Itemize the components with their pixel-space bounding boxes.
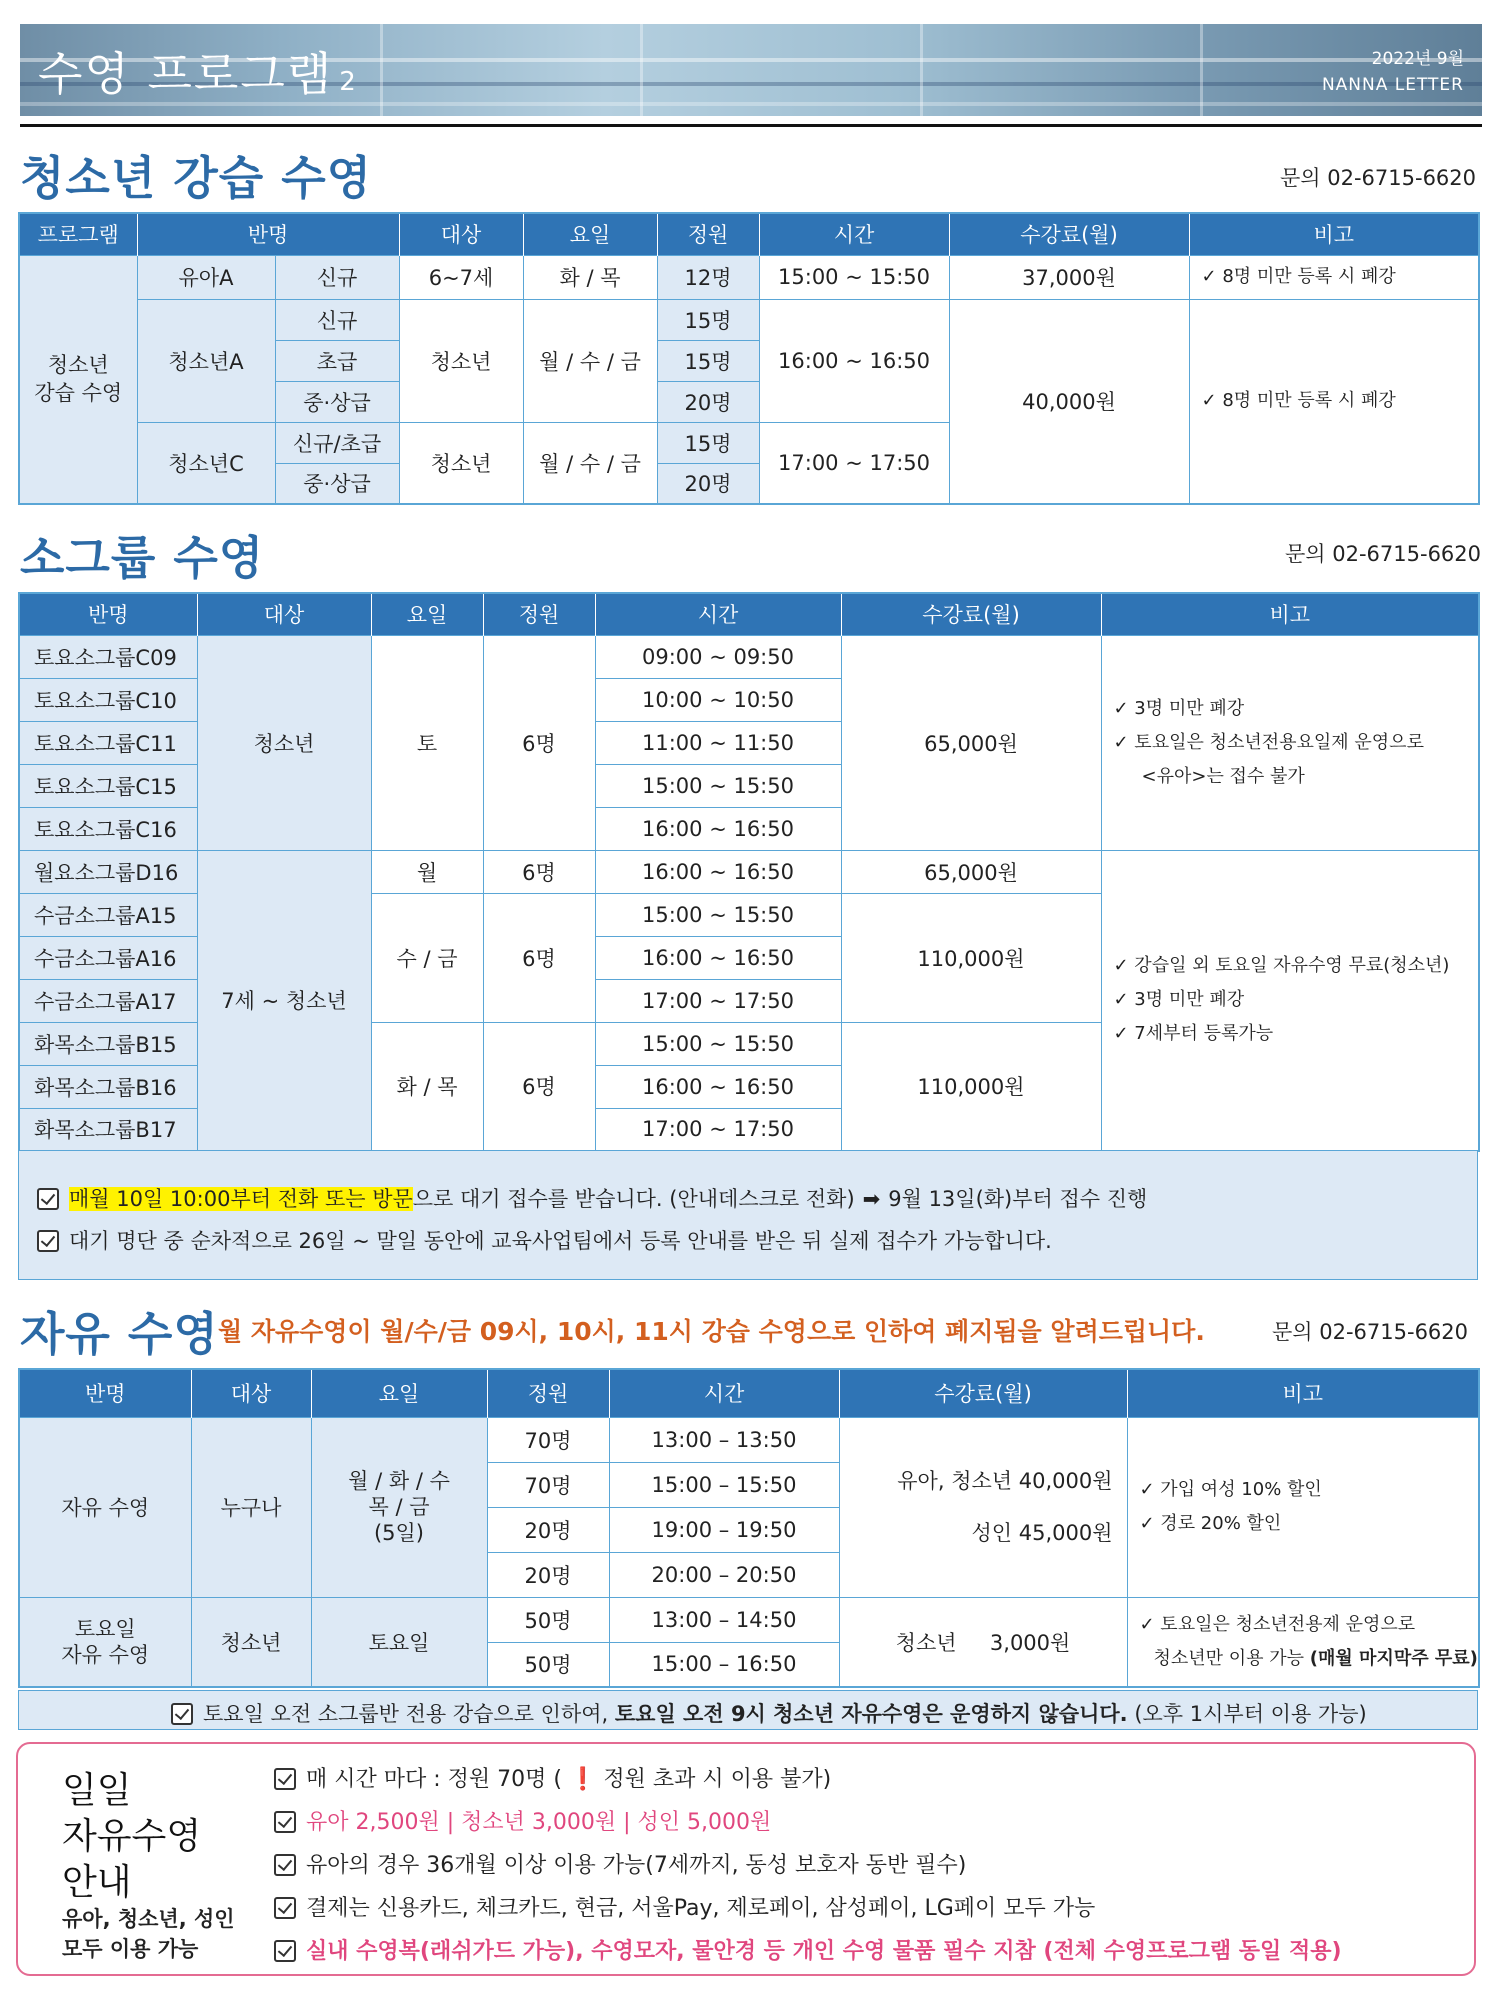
- col-header: 대상: [191, 1369, 311, 1417]
- page-number: 2: [339, 67, 358, 97]
- daily-subtitle: 유아, 청소년, 성인 모두 이용 가능: [62, 1907, 235, 1961]
- registration-info-line-1: 매월 10일 10:00부터 전화 또는 방문으로 대기 접수를 받습니다. (안내데스크로 전화) ➡ 9월 13일(화)부터 접수 진행: [37, 1183, 1147, 1213]
- contact-youth-lessons: 문의 02-6715-6620: [1280, 166, 1477, 190]
- youth-lessons-table: [18, 212, 1480, 505]
- fee-cell: 40,000원: [949, 299, 1189, 504]
- fee-cell: [839, 1417, 1127, 1597]
- col-header: 대상: [399, 213, 523, 255]
- class-cell: 토요소그룹C15: [19, 764, 197, 807]
- daily-line-capacity: 매 시간 마다 : 정원 70명 ( ❗ 정원 초과 시 이용 불가): [274, 1762, 831, 1793]
- time-cell: 09:00 ~ 09:50: [595, 635, 841, 678]
- days-cell: 월 / 화 / 수 목 / 금 (5일): [311, 1417, 487, 1597]
- col-header: 반명: [19, 1369, 191, 1417]
- col-header: 프로그램: [19, 213, 137, 255]
- time-cell: 10:00 ~ 10:50: [595, 678, 841, 721]
- contact-free-swim: 문의 02-6715-6620: [1272, 1320, 1469, 1344]
- fee-cell: 110,000원: [841, 1022, 1101, 1151]
- capacity-cell: 50명: [487, 1597, 609, 1642]
- time-cell: 17:00 ~ 17:50: [759, 422, 949, 504]
- col-header: 반명: [137, 213, 399, 255]
- daily-free-swim-box: [16, 1742, 1476, 1976]
- level-cell: 신규/초급: [275, 422, 399, 463]
- class-cell: 토요소그룹C10: [19, 678, 197, 721]
- col-header: 시간: [759, 213, 949, 255]
- time-cell: 16:00 ~ 16:50: [595, 850, 841, 893]
- contact-small-group: 문의 02-6715-6620: [1285, 542, 1482, 566]
- note-bold: (매월 마지막주 무료): [1309, 1647, 1478, 1669]
- table-row: [19, 299, 1479, 340]
- note-cell: ✓ 8명 미만 등록 시 폐강: [1189, 299, 1479, 504]
- fee-cell: 65,000원: [841, 635, 1101, 850]
- days-cell: 토: [371, 635, 483, 850]
- col-header: 수강료(월): [949, 213, 1189, 255]
- checkbox-icon: [37, 1188, 59, 1210]
- col-header: 요일: [523, 213, 657, 255]
- capacity-cell: 15명: [657, 299, 759, 340]
- capacity-cell: 15명: [657, 340, 759, 381]
- daily-line-payment: 결제는 신용카드, 체크카드, 현금, 서울Pay, 제로페이, 삼성페이, LG페이 모두 가능: [274, 1891, 1095, 1922]
- col-header: 반명: [19, 593, 197, 635]
- col-header: 비고: [1127, 1369, 1479, 1417]
- time-cell: 11:00 ~ 11:50: [595, 721, 841, 764]
- note-cell: [1101, 635, 1479, 850]
- checkbox-icon: [171, 1703, 193, 1725]
- time-cell: 19:00 – 19:50: [609, 1507, 839, 1552]
- class-cell: 토요소그룹C11: [19, 721, 197, 764]
- checkbox-icon: [274, 1811, 296, 1833]
- registration-info-box: [18, 1150, 1478, 1280]
- fee-cell: 청소년 3,000원: [839, 1597, 1127, 1687]
- class-cell: 수금소그룹A15: [19, 893, 197, 936]
- target-cell: 청소년: [197, 635, 371, 850]
- days-cell: 화 / 목: [371, 1022, 483, 1151]
- level-cell: 중·상급: [275, 381, 399, 422]
- small-group-table: [18, 592, 1480, 1152]
- note-line: ✓ 7세부터 등록가능: [1113, 1023, 1274, 1045]
- days-cell: 월 / 수 / 금: [523, 422, 657, 504]
- class-cell: 화목소그룹B16: [19, 1065, 197, 1108]
- capacity-cell: 6명: [483, 635, 595, 850]
- col-header: 요일: [311, 1369, 487, 1417]
- header-banner: [20, 24, 1482, 116]
- time-cell: 13:00 – 14:50: [609, 1597, 839, 1642]
- checkbox-icon: [274, 1768, 296, 1790]
- section-title-small-group: 소그룹 수영: [20, 531, 265, 585]
- target-cell: 청소년: [191, 1597, 311, 1687]
- note-cell: ✓ 8명 미만 등록 시 폐강: [1189, 255, 1479, 299]
- note-line: ✓ 토요일은 청소년전용제 운영으로: [1139, 1613, 1416, 1635]
- capacity-cell: 70명: [487, 1417, 609, 1462]
- note-line: ✓ 3명 미만 폐강: [1113, 989, 1245, 1011]
- capacity-cell: 50명: [487, 1642, 609, 1687]
- capacity-cell: 20명: [657, 381, 759, 422]
- issue-date: 2022년 9월: [1371, 49, 1464, 69]
- checkbox-icon: [274, 1897, 296, 1919]
- saturday-notice-line: 토요일 오전 소그룹반 전용 강습으로 인하여, 토요일 오전 9시 청소년 자유수영은 운영하지 않습니다. (오후 1시부터 이용 가능): [171, 1698, 1367, 1728]
- daily-line-age: 유아의 경우 36개월 이상 이용 가능(7세까지, 동성 보호자 동반 필수): [274, 1848, 966, 1879]
- time-cell: 17:00 ~ 17:50: [595, 979, 841, 1022]
- col-header: 시간: [609, 1369, 839, 1417]
- fee-cell: 65,000원: [841, 850, 1101, 893]
- table-header-row: [19, 213, 1479, 255]
- class-cell: 화목소그룹B17: [19, 1108, 197, 1151]
- issue-meta: [1322, 46, 1464, 98]
- time-cell: 15:00 ~ 15:50: [595, 764, 841, 807]
- table-row: [19, 255, 1479, 299]
- daily-line-required-items: 실내 수영복(래쉬가드 가능), 수영모자, 물안경 등 개인 수영 물품 필수 지참 (전체 수영프로그램 동일 적용): [274, 1934, 1342, 1965]
- time-cell: 15:00 ~ 15:50: [759, 255, 949, 299]
- free-swim-table: [18, 1368, 1480, 1688]
- table-header-row: [19, 593, 1479, 635]
- class-cell: 수금소그룹A17: [19, 979, 197, 1022]
- col-header: 정원: [483, 593, 595, 635]
- capacity-cell: 12명: [657, 255, 759, 299]
- header-divider: [20, 124, 1482, 127]
- col-header: 시간: [595, 593, 841, 635]
- level-cell: 신규: [275, 255, 399, 299]
- note-line: ✓ 가입 여성 10% 할인: [1139, 1479, 1322, 1500]
- note-cell: [1101, 850, 1479, 1151]
- capacity-cell: 6명: [483, 893, 595, 1022]
- highlight-text: 매월 10일 10:00부터 전화 또는 방문: [69, 1187, 413, 1211]
- table-row: [19, 850, 1479, 893]
- daily-line-prices: 유아 2,500원 | 청소년 3,000원 | 성인 5,000원: [274, 1805, 771, 1836]
- days-cell: 월 / 수 / 금: [523, 299, 657, 422]
- col-header: 비고: [1189, 213, 1479, 255]
- target-cell: 청소년: [399, 422, 523, 504]
- col-header: 비고: [1101, 593, 1479, 635]
- time-cell: 16:00 ~ 16:50: [595, 936, 841, 979]
- section-title-youth-lessons: 청소년 강습 수영: [20, 151, 373, 205]
- note-line: 청소년만 이용 가능 (매월 마지막주 무료): [1153, 1647, 1478, 1669]
- level-cell: 중·상급: [275, 463, 399, 504]
- table-row: [19, 635, 1479, 678]
- newsletter-name: NANNA LETTER: [1321, 75, 1464, 95]
- note-line: ✓ 토요일은 청소년전용요일제 운영으로: [1113, 731, 1424, 753]
- fee-cell: 110,000원: [841, 893, 1101, 1022]
- section-title-free-swim: 자유 수영: [20, 1307, 219, 1361]
- daily-title: 일일 자유수영 안내: [62, 1770, 202, 1903]
- col-header: 정원: [657, 213, 759, 255]
- time-cell: 15:00 – 16:50: [609, 1642, 839, 1687]
- page-title: 수영 프로그램 2: [38, 47, 358, 101]
- class-cell: 수금소그룹A16: [19, 936, 197, 979]
- col-header: 정원: [487, 1369, 609, 1417]
- col-header: 수강료(월): [841, 593, 1101, 635]
- capacity-cell: 15명: [657, 422, 759, 463]
- capacity-cell: 6명: [483, 1022, 595, 1151]
- table-row: [19, 1597, 1479, 1642]
- capacity-cell: 70명: [487, 1462, 609, 1507]
- time-cell: 15:00 ~ 15:50: [595, 893, 841, 936]
- capacity-cell: 20명: [487, 1507, 609, 1552]
- class-cell: 자유 수영: [19, 1417, 191, 1597]
- capacity-cell: 20명: [487, 1552, 609, 1597]
- days-cell: 화 / 목: [523, 255, 657, 299]
- time-cell: 15:00 – 15:50: [609, 1462, 839, 1507]
- level-cell: 신규: [275, 299, 399, 340]
- table-header-row: [19, 1369, 1479, 1417]
- note-cell: [1127, 1417, 1479, 1597]
- time-cell: 17:00 ~ 17:50: [595, 1108, 841, 1151]
- target-cell: 누구나: [191, 1417, 311, 1597]
- registration-info-line-2: 대기 명단 중 순차적으로 26일 ~ 말일 동안에 교육사업팀에서 등록 안내를 받은 뒤 실제 접수가 가능합니다.: [37, 1225, 1052, 1255]
- table-row: [19, 1417, 1479, 1462]
- program-cell: 청소년 강습 수영: [19, 255, 137, 504]
- saturday-notice-box: [18, 1690, 1478, 1730]
- class-cell: 청소년C: [137, 422, 275, 504]
- level-cell: 초급: [275, 340, 399, 381]
- capacity-cell: 6명: [483, 850, 595, 893]
- note-line: ✓ 경로 20% 할인: [1139, 1513, 1282, 1534]
- checkbox-icon: [274, 1854, 296, 1876]
- days-cell: 토요일: [311, 1597, 487, 1687]
- time-cell: 15:00 ~ 15:50: [595, 1022, 841, 1065]
- class-cell: 화목소그룹B15: [19, 1022, 197, 1065]
- class-cell: 유아A: [137, 255, 275, 299]
- checkbox-icon: [37, 1230, 59, 1252]
- fee-line: 성인 45,000원: [971, 1521, 1113, 1545]
- col-header: 수강료(월): [839, 1369, 1127, 1417]
- note-line: <유아>는 접수 불가: [1141, 765, 1305, 787]
- class-cell: 토요소그룹C16: [19, 807, 197, 850]
- note-line: ✓ 3명 미만 폐강: [1113, 697, 1245, 719]
- fee-line: 유아, 청소년 40,000원: [897, 1469, 1113, 1493]
- note-cell: [1127, 1597, 1479, 1687]
- class-cell: 월요소그룹D16: [19, 850, 197, 893]
- time-cell: 16:00 ~ 16:50: [595, 1065, 841, 1108]
- days-cell: 수 / 금: [371, 893, 483, 1022]
- free-swim-notice: 월 자유수영이 월/수/금 09시, 10시, 11시 강습 수영으로 인하여 폐지됨을 알려드립니다.: [218, 1317, 1205, 1346]
- time-cell: 16:00 ~ 16:50: [759, 299, 949, 422]
- target-cell: 6~7세: [399, 255, 523, 299]
- arrow-right-icon: ➡: [862, 1187, 881, 1211]
- fee-cell: 37,000원: [949, 255, 1189, 299]
- target-cell: 청소년: [399, 299, 523, 422]
- class-cell: 토요소그룹C09: [19, 635, 197, 678]
- note-line: ✓ 강습일 외 토요일 자유수영 무료(청소년): [1113, 955, 1450, 977]
- time-cell: 13:00 – 13:50: [609, 1417, 839, 1462]
- checkbox-icon: [274, 1940, 296, 1962]
- target-cell: 7세 ~ 청소년: [197, 850, 371, 1151]
- days-cell: 월: [371, 850, 483, 893]
- time-cell: 16:00 ~ 16:50: [595, 807, 841, 850]
- class-cell: 토요일 자유 수영: [19, 1597, 191, 1687]
- class-cell: 청소년A: [137, 299, 275, 422]
- col-header: 요일: [371, 593, 483, 635]
- capacity-cell: 20명: [657, 463, 759, 504]
- col-header: 대상: [197, 593, 371, 635]
- time-cell: 20:00 – 20:50: [609, 1552, 839, 1597]
